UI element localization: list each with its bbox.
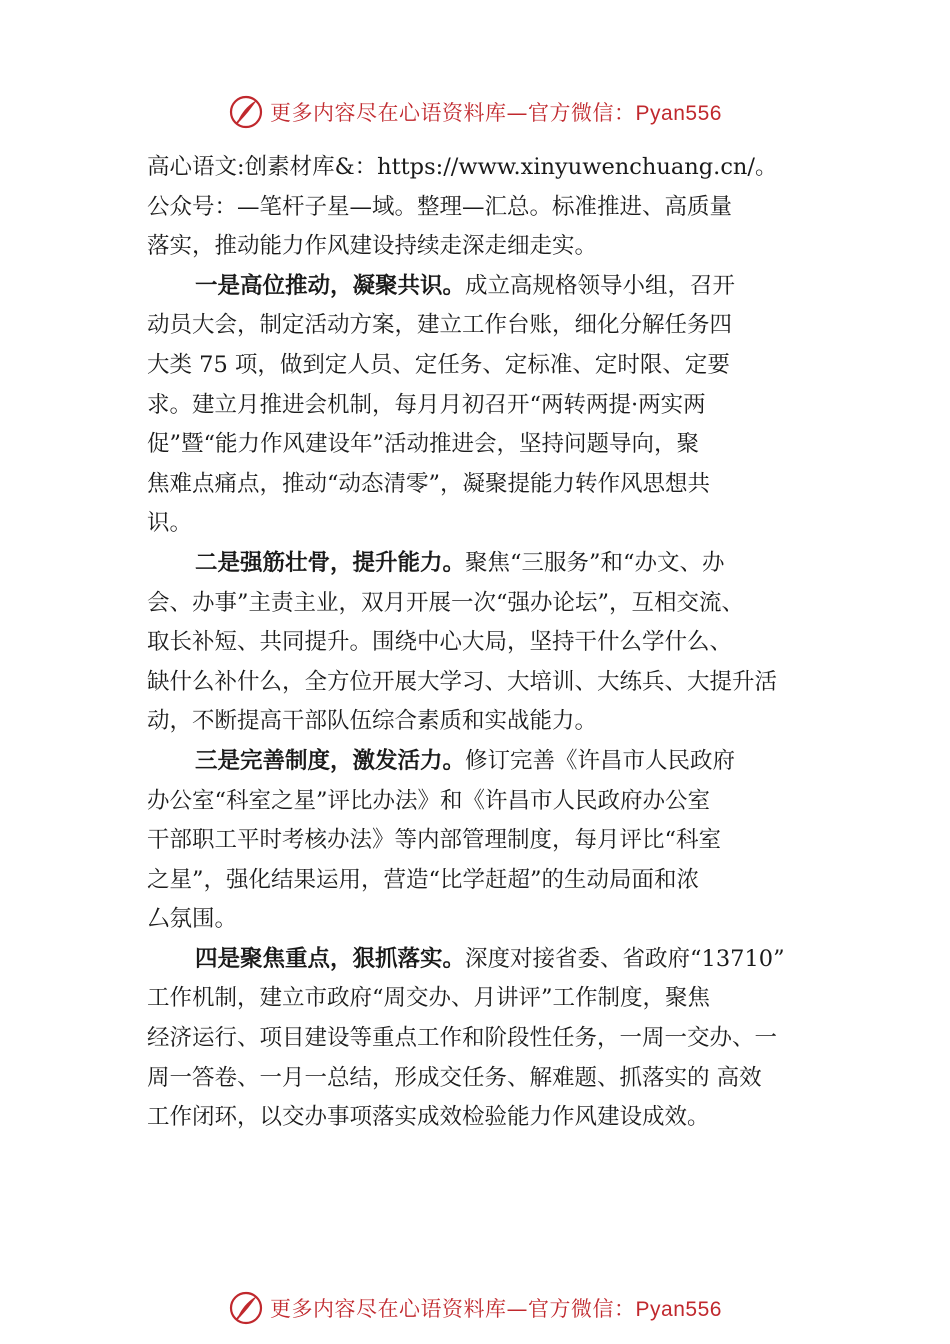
- text-line: [147, 782, 837, 822]
- line-text: 工作闭环，以交办事项落实成效检验能力作风建设成效。: [147, 1104, 710, 1131]
- text-line: [147, 465, 837, 505]
- text-line: [147, 979, 837, 1019]
- text-line: [147, 623, 837, 663]
- text-line: [147, 861, 837, 901]
- banner-prefix: 更多内容尽在心语资料库—官方微信：: [270, 101, 636, 125]
- text-line: [147, 663, 837, 703]
- line-text: 缺什么补什么，全方位开展大学习、大培训、大练兵、大提升活: [147, 668, 778, 695]
- line-text: 聚焦“三服务”和“办文、办: [465, 549, 725, 576]
- text-line: [147, 188, 837, 228]
- line-text: 促”暨“能力作风建设年”活动推进会，坚持问题导向，聚: [147, 431, 700, 458]
- banner-wechat-id: Pyan556: [635, 102, 722, 125]
- article-body: [147, 148, 837, 1138]
- line-text: 识。: [147, 510, 193, 537]
- line-text: 之星”，强化结果运用，营造“比学赶超”的生动局面和浓: [147, 866, 700, 893]
- text-line: [147, 1019, 837, 1059]
- paragraph-first-line: [147, 544, 837, 584]
- banner-text: [270, 1293, 722, 1323]
- line-text: 动员大会，制定活动方案，建立工作台账，细化分解任务四: [147, 312, 733, 339]
- section-heading: 一是高位推动，凝聚共识。: [195, 272, 466, 299]
- line-text: 工作机制，建立市政府“周交办、月讲评”工作制度，聚焦: [147, 985, 711, 1012]
- text-line: [147, 504, 837, 544]
- line-text: 落实，推动能力作风建设持续走深走细走实。: [147, 233, 598, 260]
- footer-banner: [0, 1288, 950, 1328]
- line-text: 经济运行、项目建设等重点工作和阶段性任务，一周一交办、一: [147, 1025, 778, 1052]
- text-line: [147, 584, 837, 624]
- line-text: 成立高规格领导小组，召开: [465, 272, 736, 299]
- text-line: [147, 1059, 837, 1099]
- header-banner: [0, 92, 950, 132]
- paragraph-first-line: [147, 742, 837, 782]
- line-text: 深度对接省委、省政府“13710”: [465, 945, 785, 972]
- line-text: 办公室“科室之星”评比办法》和《许昌市人民政府办公室: [147, 787, 711, 814]
- section-heading: 三是完善制度，激发活力。: [195, 747, 466, 774]
- quill-logo-icon: [228, 94, 264, 130]
- line-text: 厶氛围。: [147, 906, 238, 933]
- line-text: 求。建立月推进会机制，每月月初召开“两转两提·两实两: [147, 391, 706, 418]
- paragraph-first-line: [147, 267, 837, 307]
- line-text: 会、办事”主责主业，双月开展一次“强办论坛”，互相交流、: [147, 589, 745, 616]
- section-heading: 二是强筋壮骨，提升能力。: [195, 549, 466, 576]
- line-text: 高心语文:创素材库&：https://www.xinyuwenchuang.cn/。: [147, 154, 778, 180]
- text-line: [147, 1098, 837, 1138]
- text-line: [147, 425, 837, 465]
- text-line: [147, 900, 837, 940]
- text-line: [147, 148, 837, 188]
- text-line: [147, 821, 837, 861]
- banner-prefix: 更多内容尽在心语资料库—官方微信：: [270, 1297, 636, 1321]
- text-line: [147, 386, 837, 426]
- line-text: 大类 75 项，做到定人员、定任务、定标准、定时限、定要: [147, 351, 730, 378]
- text-line: [147, 306, 837, 346]
- line-text: 公众号：—笔杆子星—域。整理—汇总。标准推进、高质量: [147, 193, 733, 220]
- line-text: 周一答卷、一月一总结，形成交任务、解难题、抓落实的 高效: [147, 1064, 762, 1091]
- text-line: [147, 346, 837, 386]
- text-line: [147, 702, 837, 742]
- section-heading: 四是聚焦重点，狠抓落实。: [195, 945, 466, 972]
- quill-logo-icon: [228, 1290, 264, 1326]
- paragraph-first-line: [147, 940, 837, 980]
- line-text: 干部职工平时考核办法》等内部管理制度，每月评比“科室: [147, 827, 722, 854]
- text-line: [147, 227, 837, 267]
- line-text: 取长补短、共同提升。围绕中心大局，坚持干什么学什么、: [147, 629, 733, 656]
- line-text: 动，不断提高干部队伍综合素质和实战能力。: [147, 708, 598, 735]
- banner-text: [270, 97, 722, 127]
- line-text: 焦难点痛点，推动“动态清零”，凝聚提能力转作风思想共: [147, 470, 711, 497]
- line-text: 修订完善《许昌市人民政府: [465, 747, 736, 774]
- banner-wechat-id: Pyan556: [635, 1298, 722, 1321]
